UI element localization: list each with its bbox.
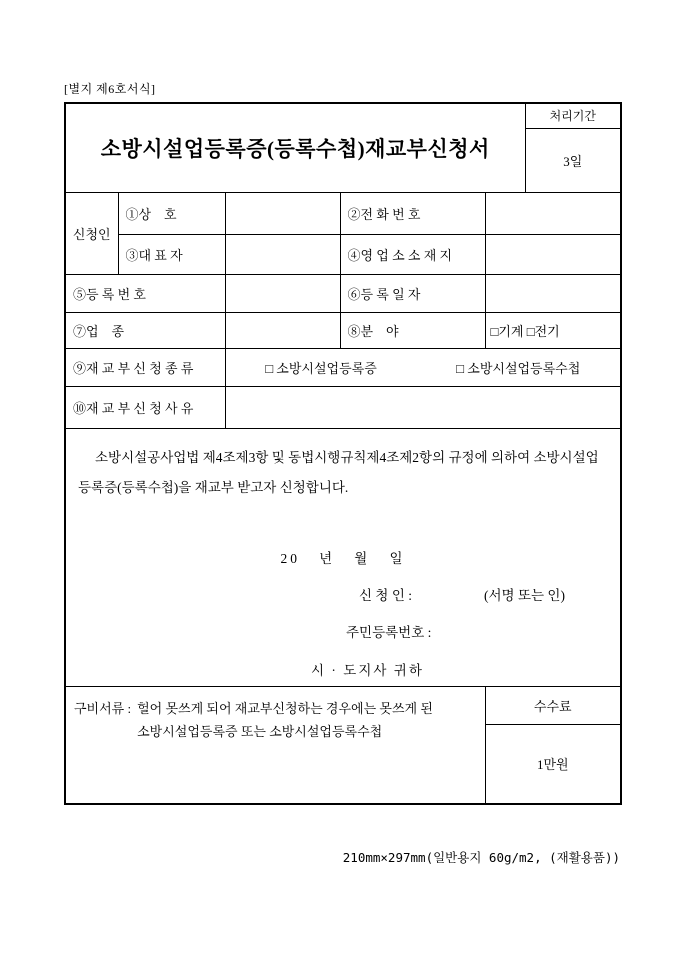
trade-name-input[interactable] xyxy=(225,192,340,234)
reissue-option-pocketbook xyxy=(456,358,580,377)
reissue-option-certificate xyxy=(265,358,377,377)
resident-number-label[interactable]: 주민등록번호 : xyxy=(346,624,432,640)
form-title: 소방시설업등록증(등록수첩)재교부신청서 xyxy=(65,103,525,192)
processing-period-value: 3일 xyxy=(525,128,621,192)
declaration-cell xyxy=(65,428,621,686)
processing-period-label: 처리기간 xyxy=(525,103,621,128)
sector-option-electric xyxy=(527,324,560,339)
reissue-reason-input[interactable] xyxy=(225,386,621,428)
certificate-checkbox[interactable]: □ xyxy=(265,360,274,376)
declaration-date-line[interactable]: 20 년 월 일 xyxy=(280,550,406,566)
electric-checkbox[interactable]: □ xyxy=(526,323,535,339)
reissue-kind-options-cell xyxy=(225,348,621,386)
business-type-input[interactable] xyxy=(225,312,340,348)
representative-input[interactable] xyxy=(225,234,340,274)
reissue-kind-label: ⑨재 교 부 신 청 종 류 xyxy=(65,348,225,386)
signature-line xyxy=(66,584,620,604)
representative-label: ③대 표 자 xyxy=(118,234,225,274)
sector-option-machine xyxy=(491,324,524,339)
electric-label: 전기 xyxy=(534,323,560,339)
certificate-label: 소방시설업등록증 xyxy=(273,360,377,376)
machine-checkbox[interactable]: □ xyxy=(490,323,499,339)
applicant-section-label: 신청인 xyxy=(65,192,118,274)
fee-label: 수수료 xyxy=(485,686,621,724)
required-documents-cell xyxy=(65,686,485,804)
sector-label: ⑧분 야 xyxy=(340,312,485,348)
phone-label: ②전 화 번 호 xyxy=(340,192,485,234)
required-docs-label: 구비서류 : xyxy=(74,700,132,716)
applicant-sign-label: 신 청 인 : xyxy=(359,587,412,603)
reissue-reason-label: ⑩재 교 부 신 청 사 유 xyxy=(65,386,225,428)
office-address-label: ④영 업 소 소 재 지 xyxy=(340,234,485,274)
machine-label: 기계 xyxy=(498,323,524,339)
declaration-statement: 소방시설공사업법 제4조제3항 및 동법시행규칙제4조제2항의 규정에 의하여 소방시설업등록증(등록수첩)을 재교부 받고자 신청합니다. xyxy=(78,449,599,495)
registration-number-input[interactable] xyxy=(225,274,340,312)
required-docs-line2: 소방시설업등록증 또는 소방시설업등록수첩 xyxy=(137,723,383,739)
form-reference: [별지 제6호서식] xyxy=(64,82,156,96)
required-docs-line1: 헐어 못쓰게 되어 재교부신청하는 경우에는 못쓰게 된 xyxy=(137,700,433,716)
pocketbook-label: 소방시설업등록수첩 xyxy=(464,360,581,376)
sign-or-seal-note: (서명 또는 인) xyxy=(484,587,565,603)
application-form-table xyxy=(64,102,622,805)
business-type-label: ⑦업 종 xyxy=(65,312,225,348)
registration-date-label: ⑥등 록 일 자 xyxy=(340,274,485,312)
pocketbook-checkbox[interactable]: □ xyxy=(456,360,465,376)
registration-number-label: ⑤등 록 번 호 xyxy=(65,274,225,312)
fee-value: 1만원 xyxy=(485,724,621,804)
office-address-input[interactable] xyxy=(485,234,621,274)
trade-name-label: ①상 호 xyxy=(118,192,225,234)
recipient-line: 시 · 도지사 귀하 xyxy=(311,662,424,678)
phone-input[interactable] xyxy=(485,192,621,234)
sector-options-cell xyxy=(485,312,621,348)
registration-date-input[interactable] xyxy=(485,274,621,312)
paper-size-note: 210mm×297mm(일반용지 60g/m2, (재활용품)) xyxy=(342,850,620,865)
